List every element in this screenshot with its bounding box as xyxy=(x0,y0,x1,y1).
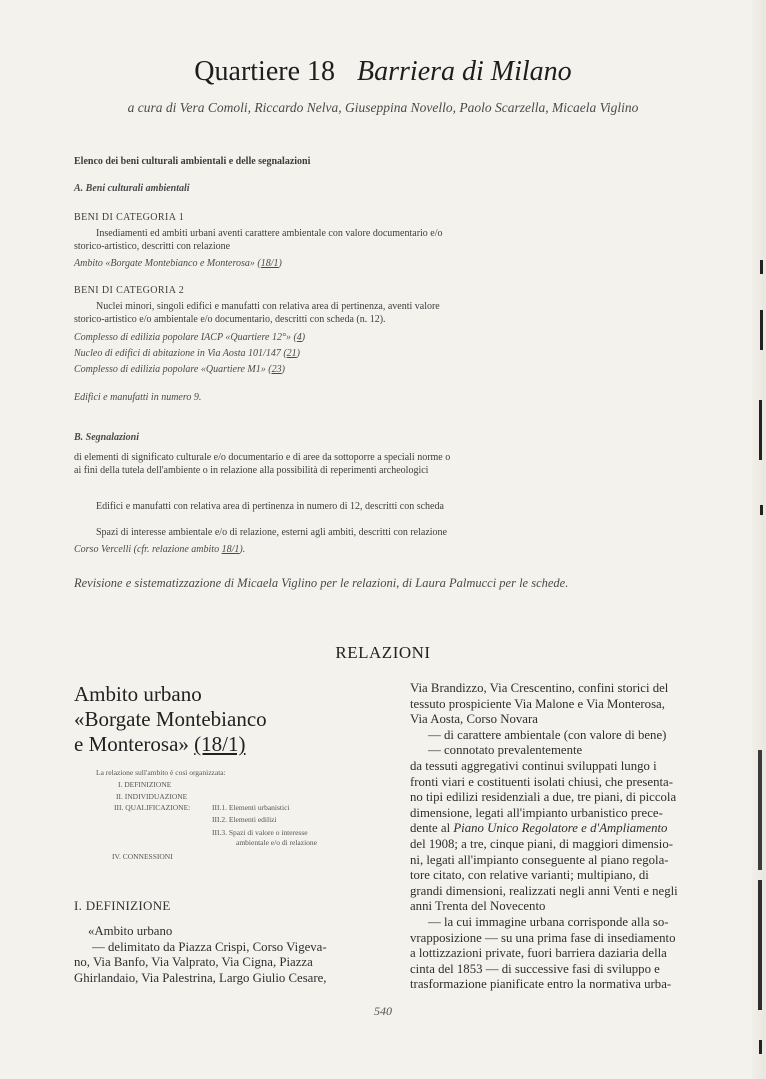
b-text-1: di elementi di significato culturale e/o documentario e di aree da sottoporre a speciali norme o xyxy=(74,452,451,463)
revision-note: Revisione e sistematizzazione di Micaela Viglino per le relazioni, di Laura Palmucci per le schede. xyxy=(74,576,569,590)
scan-edge-mark xyxy=(760,260,763,274)
b-corso-vercelli: Corso Vercelli (cfr. relazione ambito 18/1). xyxy=(74,544,246,555)
toc-item-iii1: III.1. Elementi urbanistici xyxy=(212,803,290,812)
toc-item-iv: IV. CONNESSIONI xyxy=(112,852,173,861)
right-column-text: Via Brandizzo, Via Crescentino, confini storici del tessuto prospiciente Via Malone e Via Monterosa, Via Aosta, Corso Novara — di carattere ambientale (con valore di bene) — connotato prevalentemente da tessuti aggregativi continui sviluppati lungo i fronti viari e costituenti isolati chiusi, che presenta- no tipi edilizi residenziali a due, tre piani, di piccola dimensione, legati all'impianto urbanistico prece- dente al Piano Unico Regolatore e d'Ampliamento del 1908; a tre, cinque piani, di maggiori dimensio- ni, legati all'impianto conseguente al piano regola- tore citato, con relative varianti; multipiano, di grandi dimensioni, realizzati negli anni Venti e negli anni Trenta del Novecento — la cui immagine urbana corrisponde alla so- vrapposizione — su una prima fase di insediamento a lottizzazioni private, fuori barriera daziaria della cinta del 1853 — di successive fasi di sviluppo e trasformazione pianificate entro la normativa urba- xyxy=(410,681,678,992)
authors-line: a cura di Vera Comoli, Riccardo Nelva, Giuseppina Novello, Paolo Scarzella, Micaela Viglino xyxy=(127,100,639,115)
b-text-2: ai fini della tutela dell'ambiente o in relazione alla possibilità di reperimenti archeologici xyxy=(74,465,429,476)
cat2-item-3: Complesso di edilizia popolare «Quartiere M1» (23) xyxy=(74,364,285,375)
toc-item-iii3: III.3. Spazi di valore o interesse xyxy=(212,828,308,837)
scan-edge-mark xyxy=(758,750,762,870)
scan-edge-mark xyxy=(758,880,762,1010)
section-b-heading: B. Segnalazioni xyxy=(74,432,140,443)
cat1-text-1: Insediamenti ed ambiti urbani aventi carattere ambientale con valore documentario e/o xyxy=(96,228,443,239)
definizione-heading: I. DEFINIZIONE xyxy=(74,898,171,913)
toc-item-iii2: III.2. Elementi edilizi xyxy=(212,815,277,824)
toc-item-iii: III. QUALIFICAZIONE: xyxy=(114,803,191,812)
b-spazi: Spazi di interesse ambientale e/o di relazione, esterni agli ambiti, descritti con relazione xyxy=(96,527,447,538)
scan-edge-mark xyxy=(760,505,763,515)
elenco-heading: Elenco dei beni culturali ambientali e delle segnalazioni xyxy=(74,156,311,167)
cat2-title: BENI DI CATEGORIA 2 xyxy=(74,285,185,296)
cat1-item: Ambito «Borgate Montebianco e Monterosa» (18/1) xyxy=(74,258,282,269)
title-italic: Barriera di Milano xyxy=(357,56,572,87)
relazioni-heading: RELAZIONI xyxy=(335,643,431,662)
cat1-title: BENI DI CATEGORIA 1 xyxy=(74,212,185,223)
toc-item-ii: II. INDIVIDUAZIONE xyxy=(116,792,188,801)
cat1-item-ref: 18/1 xyxy=(260,258,279,269)
cat2-text-1: Nuclei minori, singoli edifici e manufatti con relativa area di pertinenza, aventi valore xyxy=(96,301,440,312)
page-number: 540 xyxy=(374,1004,392,1018)
toc-item-i: I. DEFINIZIONE xyxy=(118,780,172,789)
cat2-note: Edifici e manufatti in numero 9. xyxy=(74,392,202,403)
cat2-item-2: Nucleo di edifici di abitazione in Via Aosta 101/147 (21) xyxy=(74,348,301,359)
toc-intro: La relazione sull'ambito è così organizzata: xyxy=(96,768,226,777)
scan-edge-mark xyxy=(760,310,763,350)
scan-edge-mark xyxy=(759,400,762,460)
title-main: Quartiere 18 xyxy=(194,56,336,87)
definizione-text: «Ambito urbano — delimitato da Piazza Crispi, Corso Vigeva- no, Via Banfo, Via Valprato, Via Cigna, Piazza Ghirlandaio, Via Palestrina, Largo Giulio Cesare, xyxy=(74,924,327,985)
cat2-item-1: Complesso di edilizia popolare IACP «Quartiere 12°» (4) xyxy=(74,332,306,343)
scan-edge-mark xyxy=(759,1040,762,1054)
section-a-heading: A. Beni culturali ambientali xyxy=(74,183,190,194)
cat2-text-2: storico-artistico e/o ambientale e/o documentario, descritti con scheda (n. 12). xyxy=(74,314,386,325)
b-edifici: Edifici e manufatti con relativa area di pertinenza in numero di 12, descritti con scheda xyxy=(96,501,444,512)
toc-item-iii3-cont: ambientale e/o di relazione xyxy=(236,838,318,847)
cat1-text-2: storico-artistico, descritti con relazione xyxy=(74,241,231,252)
ambito-ref: (18/1) xyxy=(194,732,246,756)
page-title xyxy=(0,56,766,88)
ambito-title: Ambito urbano «Borgate Montebianco e Monterosa» (18/1) xyxy=(74,682,267,756)
